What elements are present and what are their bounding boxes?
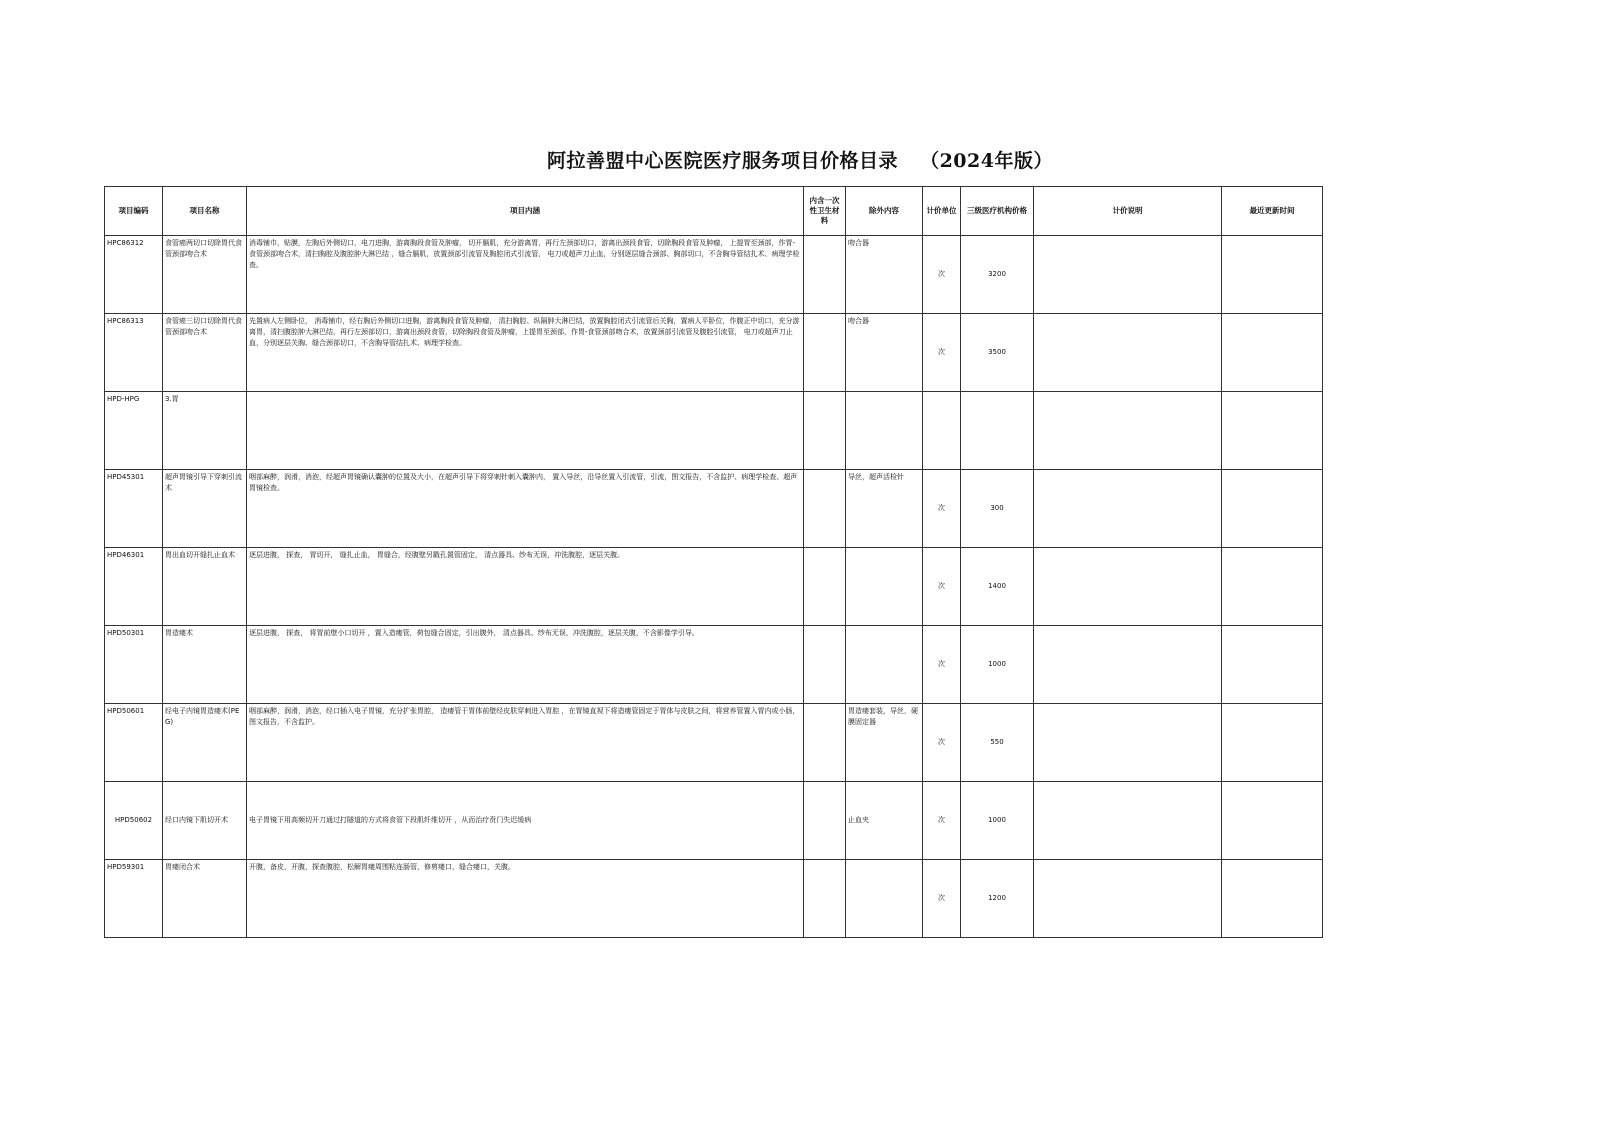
cell-content: 咽部麻醉，润滑，消泡，经口插入电子胃镜，充分扩张胃腔， 造瘘管于胃体前壁经皮肤穿刺进入胃腔 ，在胃镜直视下将造瘘管固定于胃体与皮肤之间，将营养管置入胃内或小肠，图文报告，不含监护。 [247, 704, 804, 782]
cell-unit: 次 [923, 704, 961, 782]
cell-note [1034, 704, 1222, 782]
cell-price: 3500 [961, 314, 1034, 392]
cell-code: HPD50601 [105, 704, 163, 782]
cell-content: 逐层进腹， 探查， 胃切开， 缝扎止血， 胃缝合，经腹壁另戳孔置管固定， 清点器具、纱布无误，冲洗腹腔，逐层关腹。 [247, 548, 804, 626]
table-row [105, 470, 1323, 548]
cell-note [1034, 470, 1222, 548]
table-row [105, 392, 1323, 470]
cell-material [804, 860, 846, 938]
cell-price: 1400 [961, 548, 1034, 626]
cell-content: 消毒铺巾，贴膜，左胸后外侧切口，电刀进胸，游离胸段食管及肿瘤， 切开膈肌，充分游离胃，再行左颈部切口，游离出颈段食管，切除胸段食管及肿瘤， 上提胃至颈部，作胃-食管颈部吻合术，清扫胸腔及腹腔肿大淋巴结 ，缝合膈肌，放置颈部引流管及胸腔闭式引流管， 电刀或超声刀止血，分别逐层缝合颈部、胸部切口，不含胸导管结扎术、病理学检查。 [247, 236, 804, 314]
cell-excluded: 吻合器 [846, 236, 923, 314]
header-price: 三级医疗机构价格 [961, 187, 1034, 236]
cell-material [804, 704, 846, 782]
cell-note [1034, 236, 1222, 314]
document-edition: （2024年版） [920, 150, 1053, 172]
header-content: 项目内涵 [247, 187, 804, 236]
cell-content [247, 392, 804, 470]
cell-price: 3200 [961, 236, 1034, 314]
cell-code: HPD-HPG [105, 392, 163, 470]
table-row [105, 236, 1323, 314]
cell-name: 经口内镜下肌切开术 [163, 782, 247, 860]
cell-code: HPC86313 [105, 314, 163, 392]
cell-updated [1222, 704, 1323, 782]
cell-note [1034, 314, 1222, 392]
cell-note [1034, 782, 1222, 860]
cell-unit: 次 [923, 314, 961, 392]
cell-unit: 次 [923, 626, 961, 704]
table-row [105, 782, 1323, 860]
cell-code: HPD50301 [105, 626, 163, 704]
cell-content: 先置病人左侧卧位， 消毒铺巾，经右胸后外侧切口进胸，游离胸段食管及肿瘤， 清扫胸腔、纵隔肿大淋巴结，放置胸腔闭式引流管后关胸，置病人平卧位，作腹正中切口，充分游离胃，清扫腹腔肿大淋巴结，再行左颈部切口，游离出颈段食管，切除胸段食管及肿瘤，上提胃至颈部，作胃-食管颈部吻合术，放置颈部引流管及腹腔引流管， 电刀或超声刀止血，分别逐层关胸、缝合颈部切口，不含胸导管结扎术、病理学检查。 [247, 314, 804, 392]
cell-updated [1222, 392, 1323, 470]
cell-name: 胃造瘘术 [163, 626, 247, 704]
cell-name: 胃出血切开缝扎止血术 [163, 548, 247, 626]
header-name: 项目名称 [163, 187, 247, 236]
cell-content: 逐层进腹， 探查， 将胃前壁小口切开 ，置入造瘘管，荷包缝合固定，引出腹外， 清点器具、纱布无误，冲洗腹腔，逐层关腹，不含影像学引导。 [247, 626, 804, 704]
cell-name: 食管癌三切口切除胃代食管颈部吻合术 [163, 314, 247, 392]
cell-unit: 次 [923, 236, 961, 314]
cell-excluded: 导丝，超声活检针 [846, 470, 923, 548]
table-row [105, 626, 1323, 704]
cell-excluded [846, 548, 923, 626]
cell-code: HPD59301 [105, 860, 163, 938]
cell-code: HPC86312 [105, 236, 163, 314]
cell-code: HPD46301 [105, 548, 163, 626]
cell-excluded: 吻合器 [846, 314, 923, 392]
cell-content: 电子胃镜下用高频切开刀通过打隧道的方式将食管下段肌纤维切开 ，从而治疗贲门失迟缓病 [247, 782, 804, 860]
cell-updated [1222, 548, 1323, 626]
cell-excluded [846, 626, 923, 704]
cell-updated [1222, 236, 1323, 314]
header-material: 内含一次性卫生材料 [804, 187, 846, 236]
cell-price: 1000 [961, 782, 1034, 860]
header-excluded: 除外内容 [846, 187, 923, 236]
cell-unit [923, 392, 961, 470]
cell-price [961, 392, 1034, 470]
cell-material [804, 782, 846, 860]
cell-excluded [846, 860, 923, 938]
table-row [105, 548, 1323, 626]
cell-price: 1000 [961, 626, 1034, 704]
header-unit: 计价单位 [923, 187, 961, 236]
cell-note [1034, 392, 1222, 470]
cell-note [1034, 860, 1222, 938]
cell-unit: 次 [923, 470, 961, 548]
cell-name: 3.胃 [163, 392, 247, 470]
cell-material [804, 314, 846, 392]
cell-price: 300 [961, 470, 1034, 548]
cell-material [804, 626, 846, 704]
cell-code: HPD45301 [105, 470, 163, 548]
cell-updated [1222, 470, 1323, 548]
page-title [0, 146, 1600, 173]
cell-updated [1222, 782, 1323, 860]
cell-updated [1222, 314, 1323, 392]
document-title: 阿拉善盟中心医院医疗服务项目价格目录 [547, 150, 899, 172]
cell-material [804, 236, 846, 314]
cell-name: 胃瘘闭合术 [163, 860, 247, 938]
cell-content: 开腹，备皮，开腹，探查腹腔，松解胃瘘周围粘连肠管，修剪瘘口，缝合瘘口，关腹。 [247, 860, 804, 938]
cell-unit: 次 [923, 782, 961, 860]
cell-content: 咽部麻醉，润滑，消泡，经超声胃镜确认囊肿的位置及大小，在超声引导下将穿刺针刺入囊肿内， 置入导丝，沿导丝置入引流管，引流，图文报告，不含监护、病理学检查、超声胃镜检查。 [247, 470, 804, 548]
cell-material [804, 470, 846, 548]
cell-updated [1222, 626, 1323, 704]
header-code: 项目编码 [105, 187, 163, 236]
cell-excluded [846, 392, 923, 470]
table-row [105, 314, 1323, 392]
cell-unit: 次 [923, 860, 961, 938]
cell-excluded: 止血夹 [846, 782, 923, 860]
cell-code: HPD50602 [105, 782, 163, 860]
cell-name: 食管癌两切口切除胃代食管颈部吻合术 [163, 236, 247, 314]
cell-excluded: 胃造瘘套装，导丝，硬膜固定器 [846, 704, 923, 782]
table-row [105, 704, 1323, 782]
header-updated: 最近更新时间 [1222, 187, 1323, 236]
price-catalog-table [104, 186, 1323, 938]
cell-name: 经电子内镜胃造瘘术(PEG) [163, 704, 247, 782]
cell-name: 超声胃镜引导下穿刺引流术 [163, 470, 247, 548]
cell-updated [1222, 860, 1323, 938]
cell-price: 550 [961, 704, 1034, 782]
cell-material [804, 548, 846, 626]
table-header-row [105, 187, 1323, 236]
cell-material [804, 392, 846, 470]
cell-note [1034, 626, 1222, 704]
cell-price: 1200 [961, 860, 1034, 938]
cell-unit: 次 [923, 548, 961, 626]
table-row [105, 860, 1323, 938]
cell-note [1034, 548, 1222, 626]
header-note: 计价说明 [1034, 187, 1222, 236]
